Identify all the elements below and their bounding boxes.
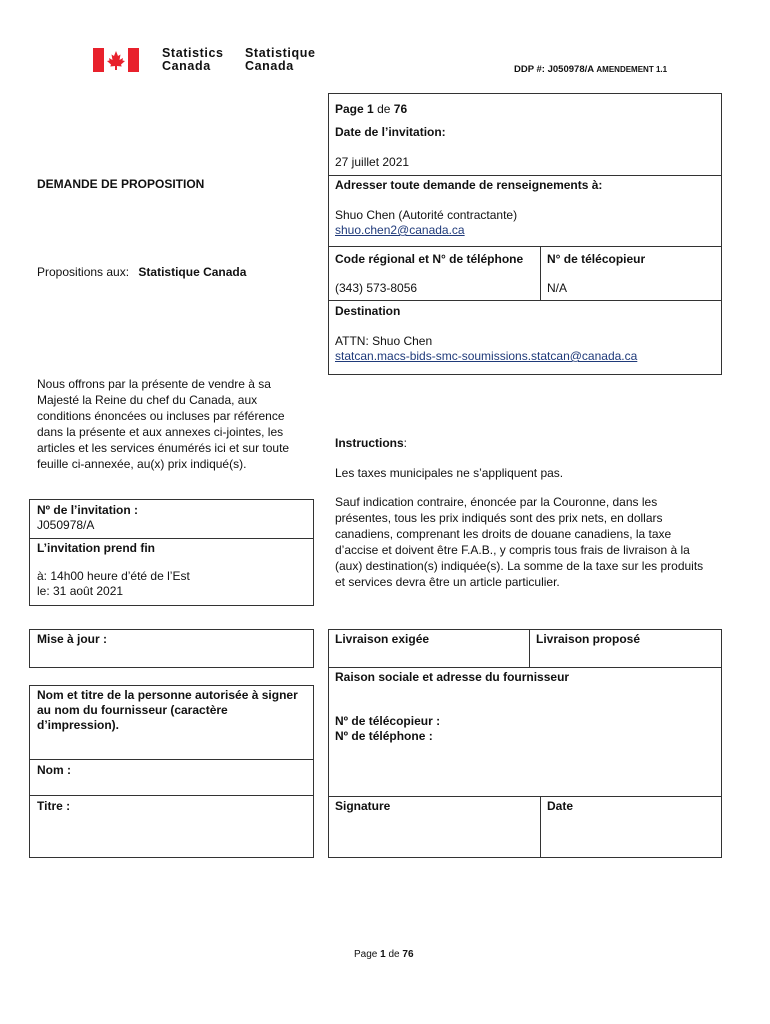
name-label: Nom : [37, 763, 71, 777]
footer-page-de: de [388, 949, 400, 960]
ddp-number: DDP #: J050978/A [514, 64, 594, 75]
destination-label: Destination [335, 304, 401, 318]
taxes-note: Les taxes municipales ne s’appliquent pas. [335, 466, 564, 480]
divider [529, 629, 530, 668]
destination-email-link[interactable]: statcan.macs-bids-smc-soumissions.statcan@canada.ca [335, 349, 638, 363]
update-label: Mise à jour : [37, 632, 108, 646]
title-field[interactable] [29, 795, 314, 858]
ddp-amendment: AMENDEMENT 1.1 [596, 65, 668, 74]
divider [328, 246, 722, 247]
instructions-colon: : [403, 436, 408, 450]
destination-attn: ATTN: Shuo Chen [335, 334, 433, 348]
footer-page-total: 76 [402, 949, 414, 960]
instructions-heading [335, 436, 407, 450]
divider [328, 300, 722, 301]
agency-name-en [162, 47, 224, 73]
agency-en-line2: Canada [162, 59, 211, 73]
solicitation-number-label: Nº de l’invitation : [37, 503, 139, 517]
instructions-body: Sauf indication contraire, énoncée par la Couronne, dans les présentes, tous les prix indiqués sont des prix nets, en dollars canadiens, comprenant les droits de douane canadiens, la taxe d’accise et doivent être F.A.B., y compris tous frais de livraison à la (aux) destination(s) indiquée(s). La somme de la taxe sur les produits et services devra être un article particulier. [335, 495, 704, 589]
invitation-date-label: Date de l’invitation: [335, 125, 446, 139]
authorized-person-label: Nom et titre de la personne autorisée à signer au nom du fournisseur (caractère d’impression). [37, 688, 298, 732]
phone-label: Code régional et N° de téléphone [335, 252, 524, 266]
agency-en-line1: Statistics [162, 46, 224, 60]
inquiries-label: Adresser toute demande de renseignements à: [335, 178, 603, 192]
divider [29, 538, 314, 539]
ddp-reference [514, 64, 667, 75]
divider [328, 175, 722, 176]
canada-flag-icon [93, 48, 139, 72]
agency-fr-line2: Canada [245, 59, 294, 73]
divider [29, 759, 314, 760]
proposals-to-label: Propositions aux: [37, 265, 130, 279]
agency-fr-line1: Statistique [245, 46, 316, 60]
page-de: de [377, 102, 391, 116]
phone-value: (343) 573-8056 [335, 281, 418, 295]
closes-date: le: 31 août 2021 [37, 584, 124, 598]
footer-page-indicator [354, 949, 414, 960]
closes-time: à: 14h00 heure d’été de l’Est [37, 569, 190, 583]
supplier-label: Raison sociale et adresse du fournisseur [335, 670, 570, 684]
page-number: 1 [367, 102, 374, 116]
proposals-to-value: Statistique Canada [138, 265, 247, 279]
fax-label: N° de télécopieur [547, 252, 646, 266]
contact-email-link[interactable]: shuo.chen2@canada.ca [335, 223, 465, 237]
page-word: Page [335, 102, 364, 116]
page-total: 76 [393, 102, 408, 116]
delivery-offered-label: Livraison proposé [536, 632, 641, 646]
instructions-label: Instructions [335, 436, 404, 450]
date-label: Date [547, 799, 574, 813]
delivery-required-label: Livraison exigée [335, 632, 430, 646]
offer-text: Nous offrons par la présente de vendre à sa Majesté la Reine du chef du Canada, aux conditions énoncées ou incluses par référence dans la présente et aux annexes ci-jointes, les articles et les services énumérés ici et sur toute feuille ci-annexée, au(x) prix indiqué(s). [37, 377, 290, 471]
rfp-title: DEMANDE DE PROPOSITION [37, 177, 205, 191]
invitation-date: 27 juillet 2021 [335, 155, 410, 169]
solicitation-number: J050978/A [37, 518, 95, 532]
supplier-fax-label: Nº de télécopieur : [335, 714, 441, 728]
fax-value: N/A [547, 281, 568, 295]
footer-page-number: 1 [380, 949, 386, 960]
proposals-to [37, 265, 246, 279]
supplier-phone-label: Nº de téléphone : [335, 729, 433, 743]
footer-page-word: Page [354, 949, 378, 960]
divider [540, 246, 541, 301]
closes-label: L’invitation prend fin [37, 541, 155, 555]
title-label: Titre : [37, 799, 71, 813]
page-indicator [335, 102, 407, 116]
signature-label: Signature [335, 799, 391, 813]
divider [540, 796, 541, 858]
contact-name: Shuo Chen (Autorité contractante) [335, 208, 518, 222]
agency-name-fr [245, 47, 316, 73]
